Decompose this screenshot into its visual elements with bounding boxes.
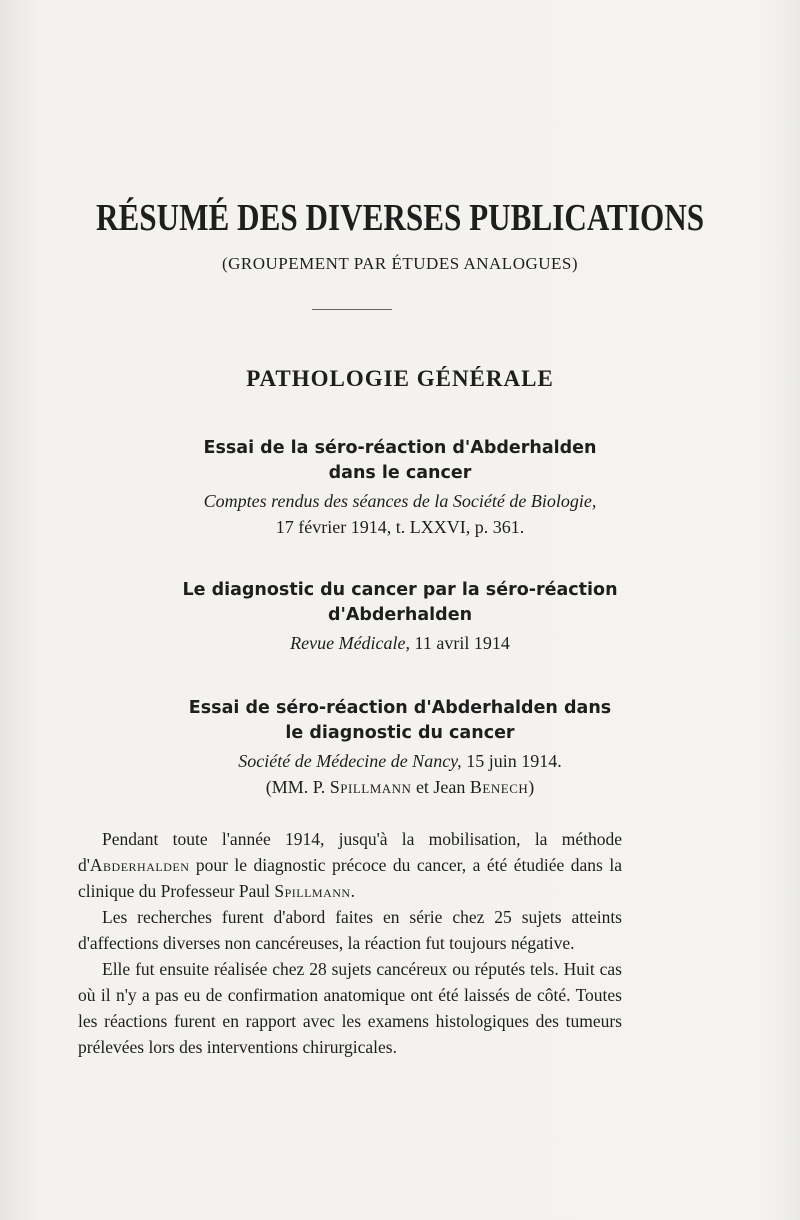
entry-title-line: dans le cancer — [328, 463, 472, 483]
publication-entry-2 — [0, 578, 800, 656]
author-name: Benech — [469, 777, 529, 797]
paragraph — [78, 826, 622, 904]
divider — [312, 309, 392, 310]
person-name: Spillmann — [274, 881, 351, 901]
entry-title-line: Essai de la séro-réaction d'Abderhalden — [203, 438, 597, 458]
publication-entry-3 — [0, 696, 800, 800]
authors-prefix: (MM. P. — [265, 777, 330, 797]
entry-citation — [0, 488, 800, 514]
paragraph: Les recherches furent d'abord faites en série chez 25 sujets atteints d'affections diverses non cancéreuses, la réaction fut toujours négative. — [78, 907, 622, 953]
entry-citation — [0, 748, 800, 774]
page-subtitle: (GROUPEMENT PAR ÉTUDES ANALOGUES) — [221, 254, 579, 273]
text-run: . — [350, 881, 355, 901]
person-name: Abderhalden — [89, 855, 190, 875]
citation-journal: Société de Médecine de Nancy, — [238, 751, 462, 771]
entry-citation-detail: 17 février 1914, t. LXXVI, p. 361. — [275, 517, 525, 537]
entry-citation — [0, 630, 800, 656]
citation-date: 11 avril 1914 — [410, 633, 510, 653]
entry-title-line: Essai de séro-réaction d'Abderhalden dans — [188, 698, 612, 718]
paragraph: Elle fut ensuite réalisée chez 28 sujets cancéreux ou réputés tels. Huit cas où il n'y a pas eu de confirmation anatomique ont été laissés de côté. Toutes les réactions furent en rapport avec les examens histologiques des tumeurs prélevées lors des interventions chirurgicales. — [78, 959, 622, 1057]
entry-title-line: d'Abderhalden — [327, 605, 473, 625]
publication-entry-1 — [0, 436, 800, 540]
authors-suffix: ) — [528, 777, 535, 797]
section-title: PATHOLOGIE GÉNÉRALE — [246, 366, 554, 391]
entry-title-line: Le diagnostic du cancer par la séro-réaction — [182, 580, 618, 600]
citation-journal: Revue Médicale, — [290, 633, 411, 653]
text-run: pour le diagnostic précoce du cancer, a été étudiée dans la clinique du Professeur Paul — [78, 855, 622, 901]
citation-journal: Comptes rendus des séances de la Société de Biologie, — [203, 491, 597, 511]
body-text — [78, 826, 622, 1060]
authors-separator: et Jean — [411, 777, 470, 797]
entry-authors — [0, 774, 800, 800]
entry-title-line: le diagnostic du cancer — [285, 723, 515, 743]
citation-date: 15 juin 1914. — [461, 751, 562, 771]
author-name: Spillmann — [329, 777, 412, 797]
text-run: Pendant toute l'année 1914, jusqu'à la mobilisation, la méthode d' — [78, 829, 622, 875]
page-title: RÉSUMÉ DES DIVERSES PUBLICATIONS — [95, 197, 705, 239]
